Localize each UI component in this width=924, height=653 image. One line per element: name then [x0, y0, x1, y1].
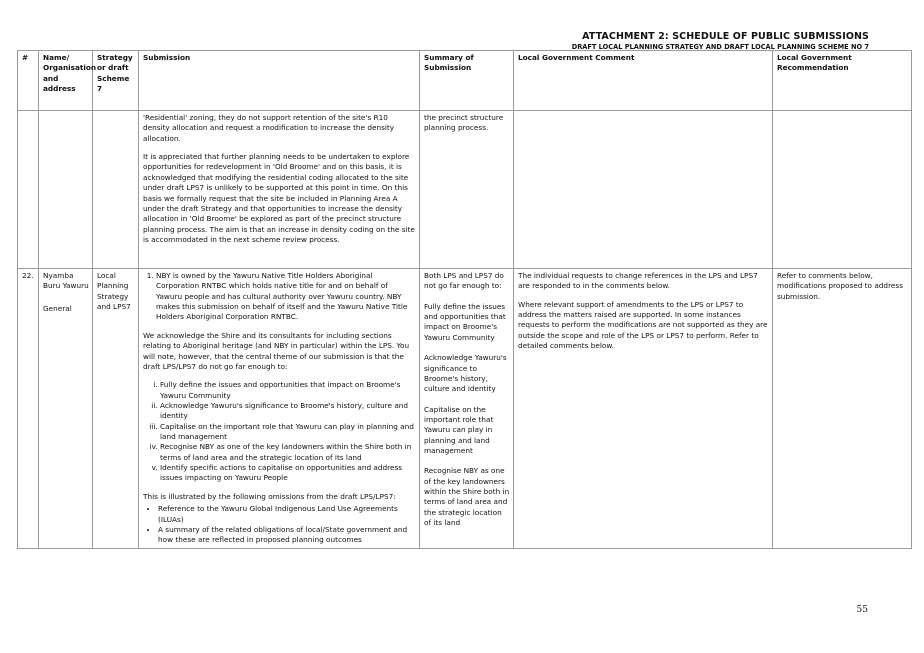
table-row-22: [18, 269, 912, 549]
cont-comment-cell: [514, 111, 773, 269]
page-number: 55: [856, 605, 868, 615]
submission-roman-list: [143, 380, 416, 484]
list-item: iii. Capitalise on the important role that Yawuru can play in planning and land management: [160, 422, 416, 443]
col-header-comment: Local Government Comment: [514, 51, 773, 111]
cont-summary-cell: the precinct structure planning process.: [420, 111, 514, 269]
col-header-summary: Summary of Submission: [420, 51, 514, 111]
cont-strategy-cell: [93, 111, 139, 269]
summary-item: Capitalise on the important role that Yawuru can play in planning and land management: [424, 404, 494, 456]
recommendation-cell: Refer to comments below, modifications proposed to address submission.: [773, 269, 912, 549]
list-item: i. Fully define the issues and opportunities that impact on Broome's Yawuru Community: [160, 380, 416, 401]
attachment-title: ATTACHMENT 2: SCHEDULE OF PUBLIC SUBMISSIONS: [582, 31, 869, 42]
cont-number-cell: [18, 111, 39, 269]
list-item: iv. Recognise NBY as one of the key landowners within the Shire both in terms of land area and the strategic location of its land: [160, 442, 416, 463]
list-item: • A summary of the related obligations of local/State government and how these are reflected in proposed planning outcomes: [158, 525, 416, 546]
submission-bullet-list: [143, 504, 416, 545]
col-header-number: #: [18, 51, 39, 111]
submission-paragraph: It is appreciated that further planning needs to be undertaken to explore opportunities for redevelopment in 'Old Broome' and on this basis, it is acknowledged that modifying the residential coding allocated to the site under draft LPS7 is unlikely to be supported at this point in time. On this basis we formally request that the site be included in Planning Area A under the draft Strategy and that opportunities to increase the density allocation in 'Old Broome' be explored as part of the precinct structure planning process. The aim is that an increase in density coding on the site is accommodated in the next scheme review process.: [143, 152, 415, 244]
col-header-recommendation: Local Government Recommendation: [773, 51, 912, 111]
document-subtitle: DRAFT LOCAL PLANNING STRATEGY AND DRAFT LOCAL PLANNING SCHEME NO 7: [571, 43, 869, 51]
list-item: 1. NBY is owned by the Yawuru Native Title Holders Aboriginal Corporation RNTBC which holds native title for and on behalf of Yawuru people and has cultural authority over Yawuru country. NBY makes this submission on behalf of itself and the Yawuru Native Title Holders Aboriginal Corporation RNTBC.: [156, 271, 416, 323]
cont-recommendation-cell: [773, 111, 912, 269]
submissions-table: [17, 50, 912, 549]
submission-paragraph: This is illustrated by the following omissions from the draft LPS/LPS7:: [143, 491, 396, 501]
submission-cell: [139, 269, 420, 549]
col-header-submission: Submission: [139, 51, 420, 111]
table-header-row: [18, 51, 912, 111]
summary-item: Acknowledge Yawuru's significance to Broome's history, culture and identity: [424, 353, 507, 394]
col-header-strategy: Strategy or draft Scheme 7: [93, 51, 139, 111]
submission-numbered-list: [143, 271, 416, 323]
summary-item: Both LPS and LPS7 do not go far enough to:: [424, 271, 504, 291]
submitter-type: General: [43, 303, 72, 313]
comment-cell: [514, 269, 773, 549]
table-row-continued: [18, 111, 912, 269]
strategy-cell: Local Planning Strategy and LPS7: [93, 269, 139, 549]
comment-paragraph: Where relevant support of amendments to the LPS or LPS7 to address the matters raised are supported. In some instances requests to perform the modifications are not supported as they are outside the scope and role of the LPS or LPS7 to perform. Refer to detailed comments below.: [518, 299, 768, 351]
submission-paragraph: 'Residential' zoning, they do not support retention of the site's R10 density allocation and request a modification to increase the density allocation.: [143, 113, 395, 143]
submitter-cell: [39, 269, 93, 549]
summary-item: Fully define the issues and opportunities that impact on Broome's Yawuru Community: [424, 301, 506, 342]
submitter-name: Nyamba Buru Yawuru: [43, 271, 89, 291]
comment-paragraph: The individual requests to change references in the LPS and LPS7 are responded to in the comments below.: [518, 271, 758, 291]
submission-paragraph: We acknowledge the Shire and its consultants for including sections relating to Aboriginal heritage (and NBY in particular) within the LPS. You will note, however, that the central theme of our submission is that the draft LPS/LPS7 do not go far enough to:: [143, 330, 410, 371]
summary-cell: [420, 269, 514, 549]
list-item: • Reference to the Yawuru Global Indigenous Land Use Agreements (ILUAs): [158, 504, 416, 525]
list-item: ii. Acknowledge Yawuru's significance to Broome's history, culture and identity: [160, 401, 416, 422]
col-header-name: Name/ Organisation and address: [39, 51, 93, 111]
summary-item: Recognise NBY as one of the key landowners within the Shire both in terms of land area and the strategic location of its land: [424, 466, 510, 528]
row-number: 22.: [18, 269, 39, 549]
cont-submission-cell: [139, 111, 420, 269]
list-item: v. Identify specific actions to capitalise on opportunities and address issues impacting on Yawuru People: [160, 463, 416, 484]
cont-name-cell: [39, 111, 93, 269]
